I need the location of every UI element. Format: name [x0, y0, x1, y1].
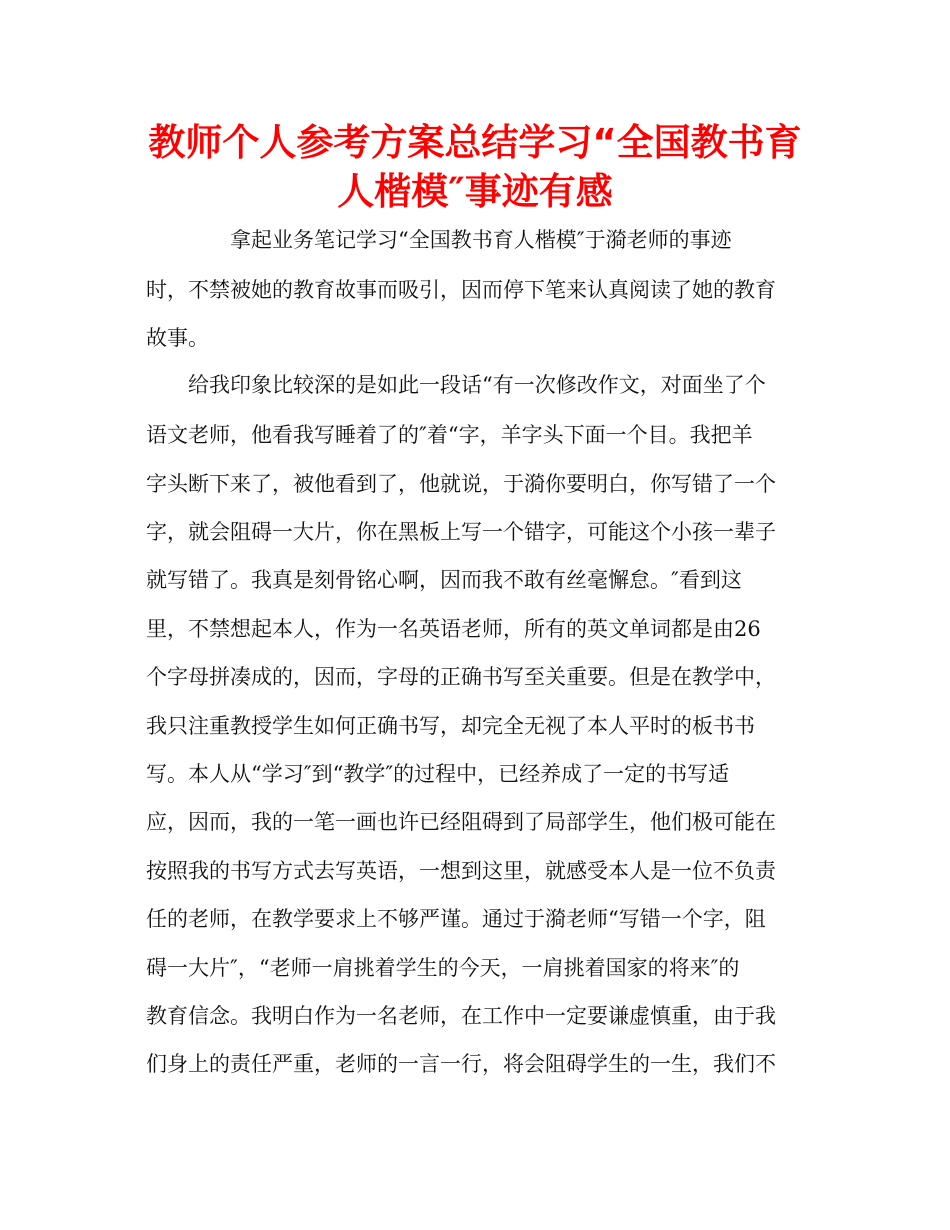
paragraph-line: 故事。 — [146, 326, 209, 350]
paragraph-line: 任的老师，在教学要求上不够严谨。通过于漪老师“写错一个字，阻 — [146, 907, 766, 931]
title-line-1: 教师个人参考方案总结学习“全国教书育 — [148, 121, 802, 164]
paragraph-line: 时，不禁被她的教育故事而吸引，因而停下笔来认真阅读了她的教育 — [146, 278, 776, 302]
paragraph-line: 给我印象比较深的是如此一段话“有一次修改作文，对面坐了个 — [188, 373, 766, 397]
paragraph-line: 字头断下来了，被他看到了，他就说，于漪你要明白，你写错了一个 — [146, 472, 776, 496]
paragraph-line: 语文老师，他看我写睡着了的″着“字，羊字头下面一个目。我把羊 — [146, 423, 753, 447]
paragraph-line: 就写错了。我真是刻骨铭心啊，因而我不敢有丝毫懈怠。″看到这 — [146, 568, 742, 592]
paragraph-line: 们身上的责任严重，老师的一言一行，将会阻碍学生的一生，我们不 — [146, 1052, 776, 1076]
title-line-2: 人楷模″事迹有感 — [337, 170, 613, 213]
document-title — [130, 118, 820, 216]
paragraph-line: 按照我的书写方式去写英语，一想到这里，就感受本人是一位不负责 — [146, 859, 776, 883]
paragraph-line: 字，就会阻碍一大片，你在黑板上写一个错字，可能这个小孩一辈子 — [146, 520, 776, 544]
paragraph-line: 教育信念。我明白作为一名老师，在工作中一定要谦虚慎重，由于我 — [146, 1004, 776, 1028]
paragraph-line: 应，因而，我的一笔一画也许已经阻碍到了局部学生，他们极可能在 — [146, 810, 776, 834]
paragraph-line: 里，不禁想起本人，作为一名英语老师，所有的英文单词都是由26 — [146, 617, 761, 641]
paragraph-line: 我只注重教授学生如何正确书写，却完全无视了本人平时的板书书 — [146, 714, 755, 738]
paragraph-line: 写。本人从“学习″到“教学″的过程中，已经养成了一定的书写适 — [146, 762, 730, 786]
paragraph-line: 个字母拼凑成的，因而，字母的正确书写至关重要。但是在教学中， — [146, 665, 776, 689]
paragraph-line: 碍一大片″，“老师一肩挑着学生的今天，一肩挑着国家的将来″的 — [146, 956, 740, 980]
paragraph-line: 拿起业务笔记学习“全国教书育人楷模″于漪老师的事迹 — [230, 228, 732, 252]
